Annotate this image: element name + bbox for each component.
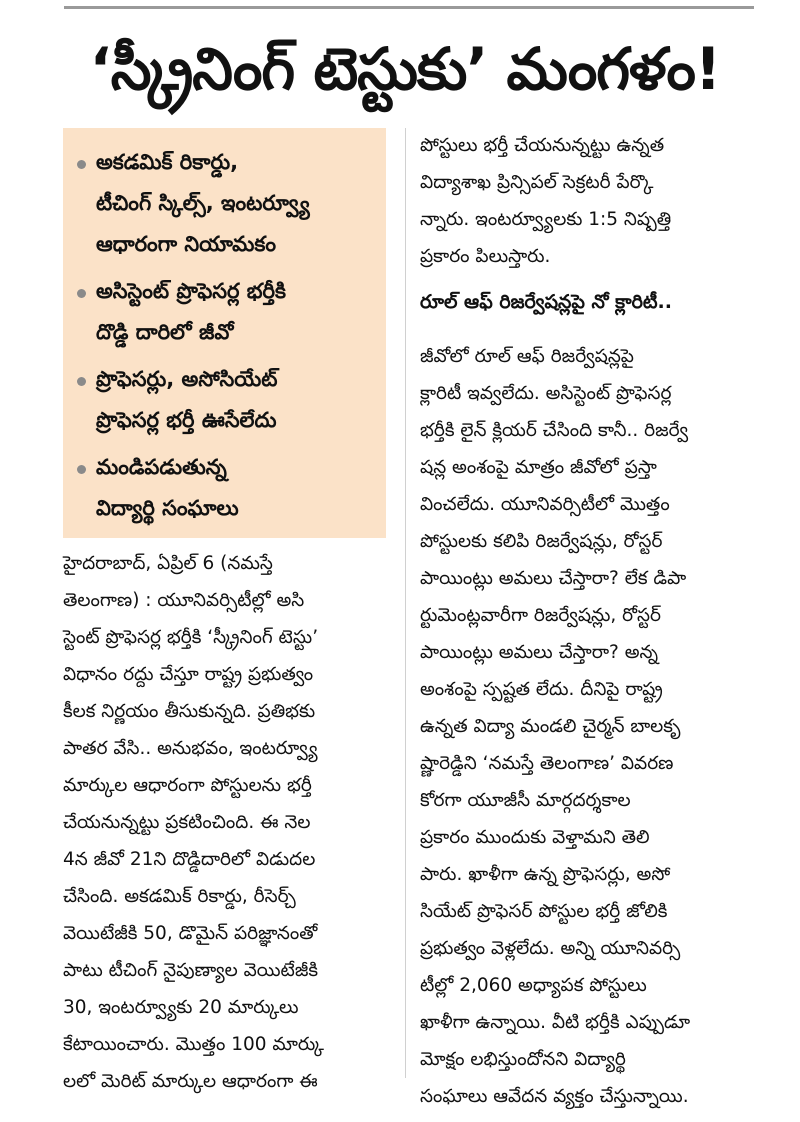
bullet-icon (77, 465, 86, 474)
article-body-right: జీవోలో రూల్ ఆఫ్ రిజర్వేషన్లపై క్లారిటీ ఇవ్వలేదు. అసిస్టెంట్ ప్రొఫెసర్ల భర్తీకి లైన్ క్లియర్ చేసింది కానీ.. రిజర్వే షన్ల అంశంపై మాత్రం జీవోలో ప్రస్తా వించలేదు. యూనివర్సిటీలో మొత్తం పోస్టులకు కలిపి రిజర్వేషన్లు, రోస్టర్ పాయింట్లు అమలు చేస్తారా? లేక డిపా ర్టుమెంట్లవారీగా రిజర్వేషన్లు, రోస్టర్ పాయింట్లు అమలు చేస్తారా? అన్న అంశంపై స్పష్టత లేదు. దీనిపై రాష్ట్ర ఉన్నత విద్యా మండలి చైర్మన్ బాలకృ ష్ణారెడ్డిని ‘నమస్తే తెలంగాణ’ వివరణ కోరగా యూజీసీ మార్గదర్శకాల ప్రకారం ముందుకు వెళ్తామని తెలి పారు. ఖాళీగా ఉన్న ప్రొఫెసర్లు, అసో సియేట్ ప్రొఫెసర్ పోస్టుల భర్తీ జోలికి ప్రభుత్వం వెళ్లలేదు. అన్ని యూనివర్సి టీల్లో 2,060 అధ్యాపక పోస్టులు ఖాళీగా ఉన్నాయి. వీటి భర్తీకి ఎప్పుడూ మోక్షం లభిస్తుందోనని విద్యార్థి సంఘాలు ఆవేదన వ్యక్తం చేస్తున్నాయి. (420, 346, 691, 1107)
highlight-item (77, 271, 376, 353)
article-body-right-top: పోస్టులు భర్తీ చేయనున్నట్టు ఉన్నత విద్యాశాఖ ప్రిన్సిపల్ సెక్రటరీ పేర్కొ న్నారు. ఇంటర్వ్యూలకు 1:5 నిష్పత్తి ప్రకారం పిలుస్తారు. (420, 135, 672, 267)
bullet-icon (77, 289, 86, 298)
article-body-left: హైదరాబాద్, ఏప్రిల్ 6 (నమస్తే తెలంగాణ) : యూనివర్సిటీల్లో అసి స్టెంట్ ప్రొఫెసర్ల భర్తీకి ‘స్క్రీనింగ్ టెస్టు’ విధానం రద్దు చేస్తూ రాష్ట్ర ప్రభుత్వం కీలక నిర్ణయం తీసుకున్నది. ప్రతిభకు పాతర వేసి.. అనుభవం, ఇంటర్వ్యూ మార్కుల ఆధారంగా పోస్టులను భర్తీ చేయనున్నట్టు ప్రకటించింది. ఈ నెల 4న జీవో 21ని దొడ్డిదారిలో విడుదల చేసింది. అకడమిక్ రికార్డు, రీసెర్చ్ వెయిటేజీకి 50, డొమైన్ పరిజ్ఞానంతో పాటు టీచింగ్ నైపుణ్యాల వెయిటేజీకి 30, ఇంటర్వ్యూకు 20 మార్కులు కేటాయించారు. మొత్తం 100 మార్కు లలో మెరిట్ మార్కుల ఆధారంగా ఈ (63, 553, 324, 1092)
highlight-item (77, 359, 376, 441)
top-rule (64, 6, 754, 9)
highlight-text: ప్రొఫెసర్లు, అసోసియేట్ ప్రొఫెసర్ల భర్తీ ఊసేలేదు (96, 367, 278, 432)
highlight-text: అసిస్టెంట్ ప్రొఫెసర్ల భర్తీకి దొడ్డి దారిలో జీవో (96, 279, 286, 344)
highlight-text: మండిపడుతున్న విద్యార్థి సంఘాలు (96, 455, 239, 520)
highlight-item (77, 447, 376, 529)
highlight-item (77, 142, 376, 265)
bullet-icon (77, 377, 86, 386)
bullet-icon (77, 160, 86, 169)
highlight-text: అకడమిక్ రికార్డు, టీచింగ్ స్కిల్స్, ఇంటర్వ్యూ ఆధారంగా నియామకం (96, 150, 310, 256)
highlights-box (63, 128, 386, 538)
column-divider (405, 128, 406, 1078)
headline: ‘స్క్రీనింగ్ టెస్టుకు’ మంగళం! (89, 35, 721, 103)
subheading: రూల్ ఆఫ్ రిజర్వేషన్లపై నో క్లారిటీ.. (420, 291, 672, 313)
